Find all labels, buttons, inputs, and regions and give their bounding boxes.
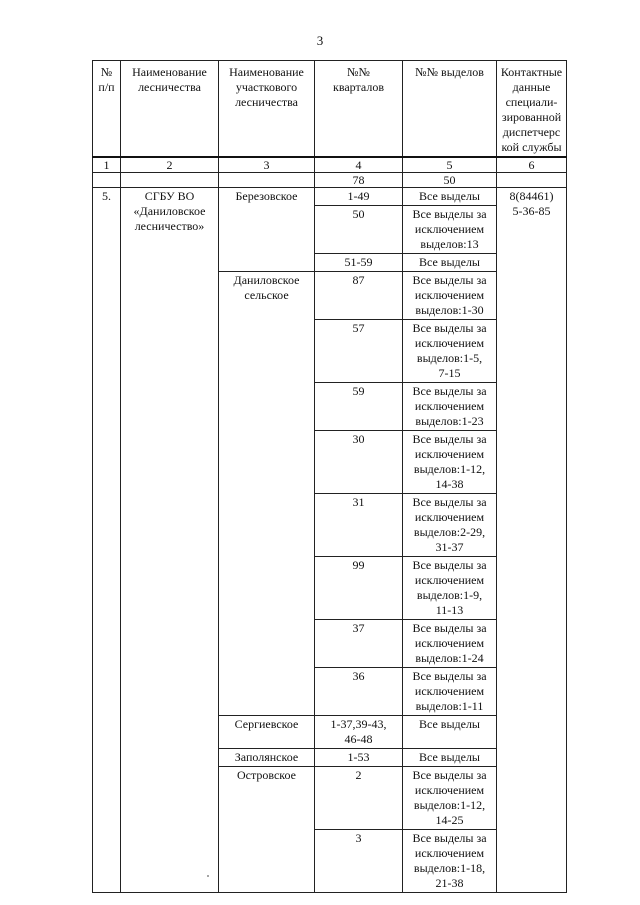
sections-cell: Все выделы за исключением выделов:13 [403, 206, 497, 254]
forestry-name: СГБУ ВО «Даниловское лесничество» [121, 188, 219, 893]
sections-cell: Все выделы за исключением выделов:1-12, 14-38 [403, 431, 497, 494]
empty-cell [93, 173, 121, 188]
carry-sections: 50 [403, 173, 497, 188]
quarters-cell: 59 [315, 383, 403, 431]
sections-cell: Все выделы за исключением выделов:1-12, 14-25 [403, 767, 497, 830]
sections-cell: Все выделы за исключением выделов:1-11 [403, 668, 497, 716]
empty-cell [219, 173, 315, 188]
scan-speck [207, 875, 209, 877]
carry-row [93, 173, 567, 188]
sections-cell: Все выделы за исключением выделов:1-9, 11-13 [403, 557, 497, 620]
table-row [93, 188, 567, 206]
quarters-cell: 2 [315, 767, 403, 830]
quarters-cell: 51-59 [315, 254, 403, 272]
quarters-cell: 1-49 [315, 188, 403, 206]
header-district: Наименование участкового лесничества [219, 61, 315, 158]
quarters-cell: 31 [315, 494, 403, 557]
sections-cell: Все выделы за исключением выделов:1-18, 21-38 [403, 830, 497, 893]
district-name: Островское [219, 767, 315, 893]
column-number: 4 [315, 157, 403, 173]
header-forestry: Наименование лесничества [121, 61, 219, 158]
column-number: 6 [497, 157, 567, 173]
empty-cell [497, 173, 567, 188]
sections-cell: Все выделы за исключением выделов:1-5, 7-15 [403, 320, 497, 383]
header-num: № п/п [93, 61, 121, 158]
district-name: Заполянское [219, 749, 315, 767]
empty-cell [121, 173, 219, 188]
sections-cell: Все выделы за исключением выделов:1-24 [403, 620, 497, 668]
quarters-cell: 37 [315, 620, 403, 668]
quarters-cell: 3 [315, 830, 403, 893]
quarters-cell: 87 [315, 272, 403, 320]
sections-cell: Все выделы [403, 254, 497, 272]
quarters-cell: 36 [315, 668, 403, 716]
quarters-cell: 1-37,39-43, 46-48 [315, 716, 403, 749]
quarters-cell: 57 [315, 320, 403, 383]
sections-cell: Все выделы за исключением выделов:1-30 [403, 272, 497, 320]
sections-cell: Все выделы [403, 749, 497, 767]
header-row [93, 61, 567, 158]
header-sections: №№ выделов [403, 61, 497, 158]
sections-cell: Все выделы за исключением выделов:2-29, 31-37 [403, 494, 497, 557]
quarters-cell: 50 [315, 206, 403, 254]
header-contact: Контактные данные специали- зированной диспетчерс кой службы [497, 61, 567, 158]
district-name: Даниловское сельское [219, 272, 315, 716]
district-name: Березовское [219, 188, 315, 272]
record-number: 5. [93, 188, 121, 893]
column-number: 5 [403, 157, 497, 173]
column-number: 1 [93, 157, 121, 173]
quarters-cell: 30 [315, 431, 403, 494]
quarters-cell: 99 [315, 557, 403, 620]
column-number-row [93, 157, 567, 173]
carry-quarters: 78 [315, 173, 403, 188]
contact-cell: 8(84461) 5-36-85 [497, 188, 567, 893]
column-number: 3 [219, 157, 315, 173]
header-quarters: №№ кварталов [315, 61, 403, 158]
quarters-cell: 1-53 [315, 749, 403, 767]
sections-cell: Все выделы за исключением выделов:1-23 [403, 383, 497, 431]
sections-cell: Все выделы [403, 188, 497, 206]
column-number: 2 [121, 157, 219, 173]
page-number: 3 [316, 33, 324, 48]
forestry-table [92, 60, 567, 893]
district-name: Сергиевское [219, 716, 315, 749]
sections-cell: Все выделы [403, 716, 497, 749]
